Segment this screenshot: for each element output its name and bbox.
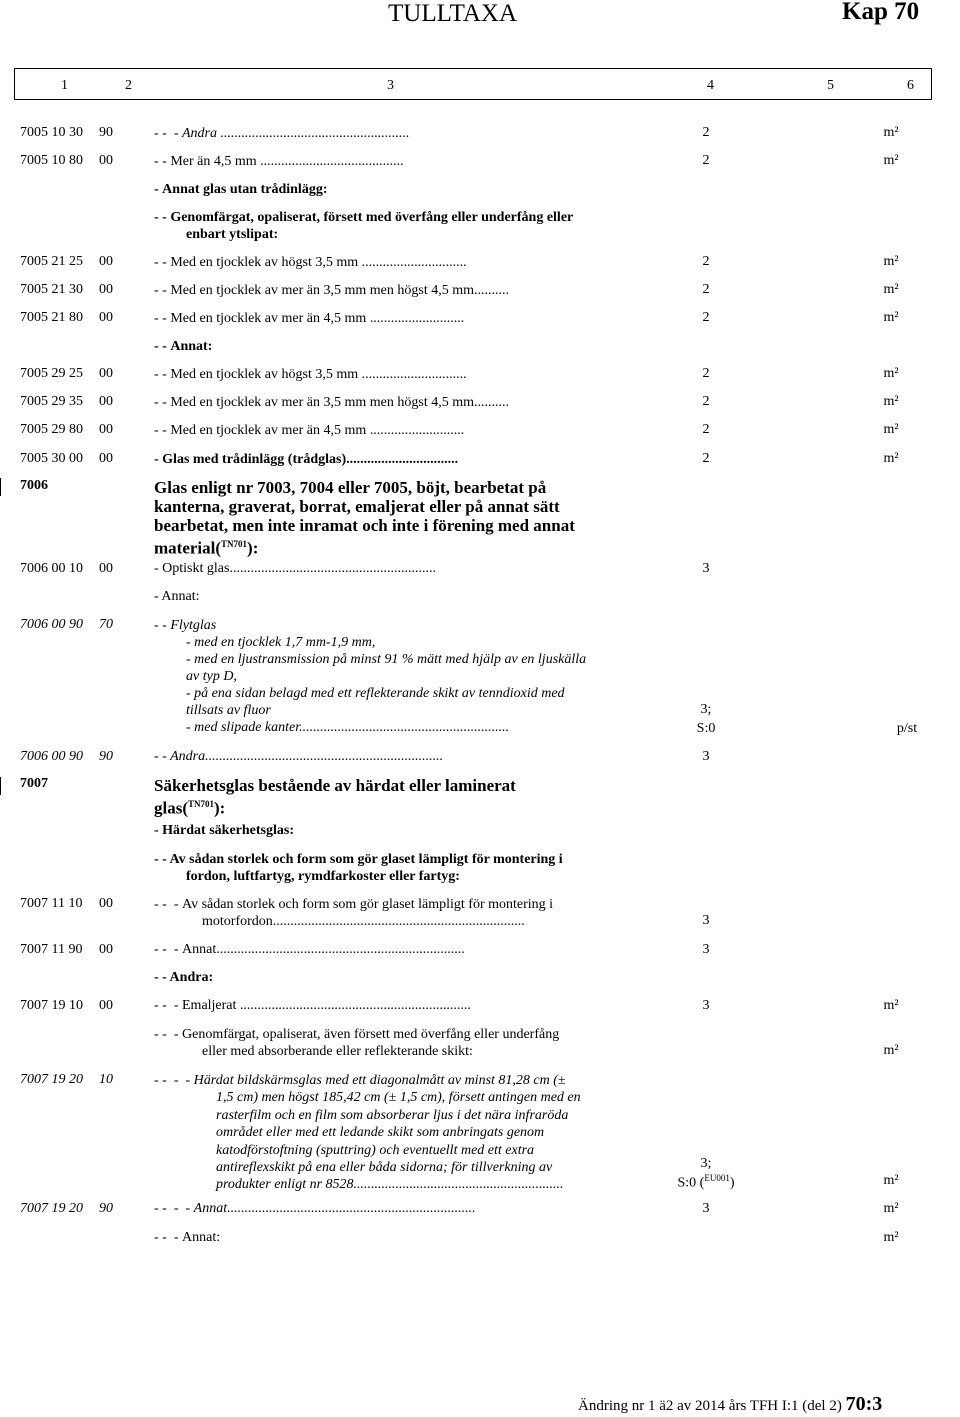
row-description: Annat....................................................................... [182, 942, 465, 957]
duty-rate: 2 [702, 451, 710, 466]
tariff-code: 7005 21 25 [20, 254, 83, 269]
tariff-code: 7005 21 80 [20, 310, 83, 325]
heading-line: Glas enligt nr 7003, 7004 eller 7005, böjt, bearbetat på [154, 478, 547, 497]
desc-line: Genomfärgat, opaliserat, försett med överfång eller underfång eller [170, 210, 574, 225]
page-number: 70:3 [845, 1393, 883, 1415]
desc-line: katodförstoftning (sputtring) och eventuellt med ett extra [216, 1142, 535, 1158]
column-5: 5 [827, 78, 834, 93]
duty-rate: 2 [702, 394, 710, 409]
tariff-code: 7005 29 25 [20, 366, 83, 381]
desc-line: - på ena sidan belagd med ett reflekterande skikt av tenndioxid med [186, 686, 565, 701]
tariff-code: 7007 19 10 [20, 998, 83, 1013]
duty-rate: S:0 [696, 721, 716, 736]
desc-line: - - Flytglas [154, 618, 217, 633]
unit: m² [883, 153, 899, 168]
desc-line: Med en tjocklek av högst 3,5 mm .............................. [170, 367, 467, 382]
tariff-subcode: 00 [99, 366, 113, 381]
desc-line: motorfordon........................................................................ [202, 914, 525, 929]
row-description: - - - Genomfärgat, opaliserat, även försett med överfång eller underfång eller med absorberande eller reflekterande skikt: [154, 1026, 622, 1060]
duty-rate: 3 [702, 561, 710, 576]
desc-line: Glas med trådinlägg (trådglas)................................ [162, 452, 459, 467]
unit: m² [883, 282, 899, 297]
duty-rate: 3 [702, 942, 710, 957]
tariff-subcode: 00 [99, 153, 113, 168]
desc-line: - med en ljustransmission på minst 91 % mätt med hjälp av en ljuskälla [186, 652, 587, 667]
desc-line: Annat glas utan trådinlägg: [162, 182, 328, 197]
desc-line: - med slipade kanter............................................................ [186, 720, 510, 735]
unit: m² [883, 422, 899, 437]
row-description: - Härdat säkerhetsglas: [154, 823, 294, 838]
heading-code: 7006 [20, 478, 48, 493]
row-description [154, 125, 622, 142]
tariff-subcode: 00 [99, 254, 113, 269]
tariff-subcode: 00 [99, 896, 113, 911]
heading-text [154, 776, 674, 818]
row-description [154, 153, 622, 170]
desc-line: Med en tjocklek av mer än 3,5 mm men högst 4,5 mm.......... [170, 283, 509, 298]
desc-line: området eller med ett ledande skikt som anbringats genom [216, 1125, 545, 1141]
duty-rate: 3 [702, 1201, 710, 1216]
footnote-ref: EU001 [704, 1173, 730, 1183]
row-description [154, 209, 622, 243]
unit: m² [883, 125, 899, 140]
tariff-code: 7007 11 10 [20, 896, 83, 911]
row-description [154, 366, 622, 383]
tariff-code: 7005 10 30 [20, 125, 83, 140]
unit: m² [883, 394, 899, 409]
tariff-subcode: 00 [99, 561, 113, 576]
heading-line: glas($^{TN701}$): [154, 798, 226, 818]
row-description [154, 181, 622, 198]
row-description: - - - Av sådan storlek och form som gör glaset lämpligt för montering i motorfordon........................................................................ [154, 896, 622, 930]
unit: m² [883, 254, 899, 269]
footnote-ref: TN701 [221, 539, 248, 549]
duty-rate: 2 [702, 310, 710, 325]
desc-line: - - Av sådan storlek och form som gör glaset lämpligt för montering i [154, 852, 563, 867]
row-lead: - - [154, 154, 171, 169]
unit: p/st [896, 721, 918, 736]
row-lead: - - [154, 255, 171, 270]
duty-rate: 3 [702, 913, 710, 928]
heading-line: material($^{TN701}$): [154, 538, 259, 558]
row-lead: - - [154, 311, 171, 326]
duty-rate: 3 [702, 749, 710, 764]
desc-line: fordon, luftfartyg, rymdfarkoster eller fartyg: [186, 869, 460, 884]
tariff-subcode: 00 [99, 422, 113, 437]
tariff-code: 7007 11 90 [20, 942, 83, 957]
desc-line: Annat: [170, 339, 213, 354]
heading-line: bearbetat, men inte inramat och inte i förening med annat [154, 516, 575, 535]
duty-rate: S:0 ($^{EU001}$) [677, 1173, 735, 1191]
row-description: - - Andra.................................................................... [154, 749, 444, 764]
tariff-code: 7005 29 35 [20, 394, 83, 409]
duty-rate: 2 [702, 366, 710, 381]
row-description [154, 254, 622, 271]
tariff-code: 7005 29 80 [20, 422, 83, 437]
row-description [154, 310, 622, 327]
duty-rate: 2 [702, 153, 710, 168]
duty-rate: 2 [702, 422, 710, 437]
change-marker [0, 478, 1, 496]
tariff-subcode: 90 [99, 125, 113, 140]
column-4: 4 [707, 78, 714, 93]
column-2: 2 [125, 78, 132, 93]
row-lead: - - [154, 423, 171, 438]
row-lead: - - [154, 210, 171, 225]
unit: m² [883, 1230, 899, 1245]
desc-line: Med en tjocklek av högst 3,5 mm .............................. [170, 255, 467, 270]
desc-line: Med en tjocklek av mer än 3,5 mm men högst 4,5 mm.......... [170, 395, 509, 410]
tariff-subcode: 00 [99, 998, 113, 1013]
duty-rate: 2 [702, 125, 710, 140]
desc-line: tillsats av fluor [186, 703, 271, 718]
tariff-code: 7006 00 90 [20, 617, 83, 632]
desc-line: enbart ytslipat: [186, 227, 279, 242]
desc-line: produkter enligt nr 8528............................................................ [216, 1177, 564, 1193]
row-description [154, 617, 622, 736]
tariff-code: 7005 21 30 [20, 282, 83, 297]
row-lead: - [154, 452, 163, 467]
desc-line: Genomfärgat, opaliserat, även försett med överfång eller underfång [182, 1027, 560, 1042]
row-description: - - Andra: [154, 970, 214, 985]
row-description: - Optiskt glas........................................................... [154, 561, 436, 576]
heading-code: 7007 [20, 776, 48, 791]
row-description [154, 851, 622, 885]
row-lead: - - [154, 283, 171, 298]
tariff-code: 7006 00 10 [20, 561, 83, 576]
tariff-subcode: 10 [99, 1072, 113, 1087]
tariff-subcode: 70 [99, 617, 113, 632]
desc-line: Mer än 4,5 mm ......................................... [170, 154, 404, 169]
row-description: - Annat: [154, 589, 200, 604]
desc-line: av typ D, [186, 669, 237, 684]
desc-line: Av sådan storlek och form som gör glaset lämpligt för montering i [182, 897, 554, 912]
row-description: Emaljerat .................................................................. [182, 998, 471, 1013]
desc-line: eller med absorberande eller reflekterande skikt: [202, 1044, 473, 1059]
desc-line: 1,5 cm) men högst 185,42 cm (± 1,5 cm), försett antingen med en [216, 1090, 581, 1106]
document-title: TULLTAXA [388, 0, 518, 27]
tariff-code: 7007 19 20 [20, 1201, 83, 1216]
change-marker [0, 777, 1, 795]
unit: m² [883, 1043, 899, 1058]
tariff-subcode: 00 [99, 394, 113, 409]
duty-rate: 3 [702, 998, 710, 1013]
desc-line: - med en tjocklek 1,7 mm-1,9 mm, [186, 635, 376, 650]
desc-line: Härdat bildskärmsglas med ett diagonalmått av minst 81,28 cm (± [193, 1073, 566, 1088]
desc-line: antireflexskikt på ena eller båda sidorna; för tillverkning av [216, 1160, 553, 1176]
duty-rate: 2 [702, 254, 710, 269]
row-lead: - - [154, 367, 171, 382]
row-description: - - - - Härdat bildskärmsglas med ett diagonalmått av minst 81,28 cm (± 1,5 cm) men högst 185,42 cm (± 1,5 cm), försett antingen med en rasterfilm och en film som absorberar ljus i det nära infraröda området eller med ett ledande skikt som anbringats genom katodförstoftning (sputtring) och eventuellt med ett extra antireflexskikt på ena eller båda sidorna; för tillverkning av produkter enligt nr 8528............................................................ [154, 1072, 622, 1194]
row-lead: - - [154, 339, 171, 354]
footnote-ref: TN701 [188, 799, 215, 809]
row-lead: - [154, 182, 163, 197]
duty-rate: 2 [702, 282, 710, 297]
heading-line: Säkerhetsglas bestående av härdat eller laminerat [154, 776, 516, 795]
footer-text: Ändring nr 1 ä2 av 2014 års TFH I:1 (del 2) [578, 1398, 842, 1414]
tariff-subcode: 00 [99, 310, 113, 325]
page-footer [578, 1393, 882, 1416]
unit: m² [883, 310, 899, 325]
tariff-code: 7006 00 90 [20, 749, 83, 764]
tariff-code: 7007 19 20 [20, 1072, 83, 1087]
row-lead: - - [154, 395, 171, 410]
tariff-subcode: 00 [99, 451, 113, 466]
row-description: Annat: [182, 1230, 221, 1245]
tariff-subcode: 00 [99, 282, 113, 297]
tariff-code: 7005 10 80 [20, 153, 83, 168]
column-1: 1 [61, 78, 68, 93]
desc-line: Andra ...................................................... [182, 126, 410, 141]
heading-line: kanterna, graverat, borrat, emaljerat eller på annat sätt [154, 497, 560, 516]
tariff-subcode: 90 [99, 1201, 113, 1216]
row-description [154, 394, 622, 411]
row-description [154, 282, 622, 299]
desc-line: Med en tjocklek av mer än 4,5 mm ........................... [170, 311, 465, 326]
tariff-subcode: 90 [99, 749, 113, 764]
unit: m² [883, 998, 899, 1013]
column-6: 6 [907, 78, 914, 93]
row-description: Annat....................................................................... [193, 1201, 476, 1216]
heading-text [154, 478, 674, 558]
desc-line: rasterfilm och en film som absorberar ljus i det nära infraröda [216, 1107, 569, 1123]
chapter-label: Kap 70 [842, 0, 920, 25]
tariff-subcode: 00 [99, 942, 113, 957]
unit: m² [883, 366, 899, 381]
column-3: 3 [387, 78, 394, 93]
duty-rate: 3; [700, 702, 712, 717]
row-description [154, 338, 622, 355]
row-description [154, 422, 622, 439]
row-description [154, 451, 622, 468]
row-lead: - - - [154, 126, 182, 141]
column-header-row [14, 68, 932, 100]
unit: m² [883, 451, 899, 466]
unit: m² [883, 1173, 899, 1188]
unit: m² [883, 1201, 899, 1216]
desc-line: Med en tjocklek av mer än 4,5 mm ........................... [170, 423, 465, 438]
duty-rate: 3; [700, 1156, 712, 1171]
tariff-code: 7005 30 00 [20, 451, 83, 466]
